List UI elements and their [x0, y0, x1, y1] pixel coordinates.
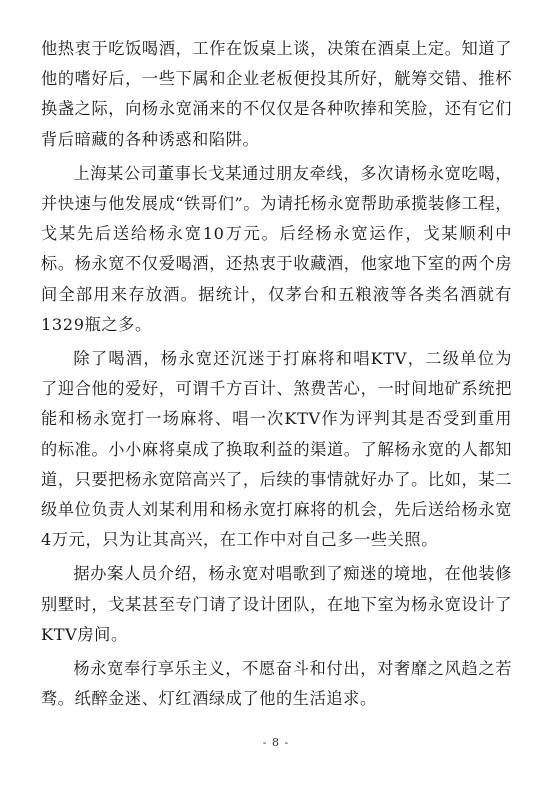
- paragraph: 据办案人员介绍，杨永宽对唱歌到了痴迷的境地，在他装修别墅时，戈某甚至专门请了设计团队，在地下室为杨永宽设计了KTV房间。: [41, 564, 512, 644]
- paragraph: 除了喝酒，杨永宽还沉迷于打麻将和唱KTV，二级单位为了迎合他的爱好，可谓千方百计、煞费苦心，一时间地矿系统把能和杨永宽打一场麻将、唱一次KTV作为评判其是否受到重用的标准。小小麻将桌成了换取利益的渠道。了解杨永宽的人都知道，只要把杨永宽陪高兴了，后续的事情就好办了。比如，某二级单位负责人刘某利用和杨永宽打麻将的机会，先后送给杨永宽4万元，只为让其高兴，在工作中对自己多一些关照。: [41, 349, 512, 550]
- paragraph: 他热衷于吃饭喝酒，工作在饭桌上谈，决策在酒桌上定。知道了他的嗜好后，一些下属和企业老板便投其所好，觥筹交错、推杯换盏之际，向杨永宽涌来的不仅仅是各种吹捧和笑脸，还有它们背后暗藏的各种诱惑和陷阱。: [41, 39, 512, 149]
- page-number: - 8 -: [262, 736, 290, 749]
- paragraph: 上海某公司董事长戈某通过朋友牵线，多次请杨永宽吃喝，并快速与他发展成“铁哥们”。为请托杨永宽帮助承揽装修工程，戈某先后送给杨永宽10万元。后经杨永宽运作，戈某顺利中标。杨永宽不仅爱喝酒，还热衷于收藏酒，他家地下室的两个房间全部用来存放酒。据统计，仅茅台和五粮液等各类名酒就有1329瓶之多。: [41, 163, 513, 334]
- paragraph: 杨永宽奉行享乐主义，不愿奋斗和付出，对奢靡之风趋之若骛。纸醉金迷、灯红酒绿成了他的生活追求。: [41, 659, 512, 709]
